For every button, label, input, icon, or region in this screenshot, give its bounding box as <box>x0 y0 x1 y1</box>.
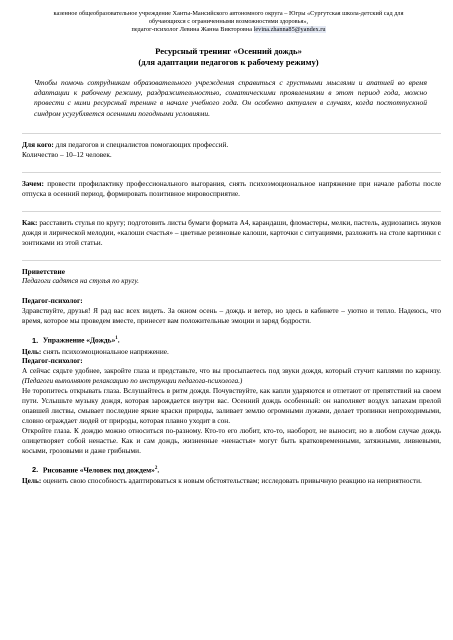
exercise-1-goal: снять психоэмоциональное напряжение. <box>41 346 169 356</box>
exercise-2-title: Рисование «Человек под дождем» <box>42 465 155 475</box>
header-line-2: обучающихся с ограниченными возможностями здоровья», <box>148 18 309 26</box>
document-subtitle: (для адаптации педагогов к рабочему режиму) <box>138 56 319 67</box>
exercise-1-instruction-note: (Педагоги выполняют релаксацию по инструкции педагога-психолога.) <box>22 376 243 386</box>
author-email-link[interactable]: levina.zhanna85@yandex.ru <box>253 26 326 34</box>
author-name: педагог-психолог Левина Жанна Викторовна <box>131 26 253 34</box>
exercise-2-goal: оценить свою способность адаптироваться к новым обстоятельствам; исследовать привычную реакцию на неприятности. <box>41 476 422 486</box>
exercise-1-title: Упражнение «Дождь» <box>42 335 116 345</box>
exercise-2-heading: 2. Рисование «Человек под дождем»$^2$. <box>32 465 160 475</box>
header-line-3 <box>22 26 435 34</box>
exercise-1-heading: 1. Упражнение «Дождь»$^1$. <box>32 335 120 345</box>
greeting-note: Педагоги садятся на стулья по кругу. <box>22 276 139 286</box>
exercise-1-instruction: А сейчас сядьте удобнее, закройте глаза и представьте, что вы просыпаетесь под звуки дождя, который стучит каплями по карнизу. <box>22 366 441 376</box>
intro-paragraph: Чтобы помочь сотрудникам образовательного учреждения справиться с грустными мыслями и апатией во время адаптации к рабочему режиму, раздражительностью, соматическими проявлениями в этот период года, можно провести с ними ресурсный тренинг в начале учебного года. Он особенно актуален в случаях, когда постотпускной синдром усугубляется осенними погодными условиями. <box>34 77 427 118</box>
purpose-label: Зачем: <box>22 179 44 189</box>
how-section <box>22 211 441 248</box>
psychologist-label: Педагог-психолог: <box>22 296 83 306</box>
purpose-text: провести профилактику профессионального выгорания, снять психоэмоциональное напряжение при начале работы после отпуска в осенний период, формировать позитивное мировосприятие. <box>22 179 441 198</box>
how-text: расставить стулья по кругу; подготовить листы бумаги формата А4, карандаши, фломастеры, мелки, пастель, аудиозапись звуков дождя и лирической мелодии, «калоши счастья» – цветные резиновые калоши, карточки с ситуациями, разложить на столе картинки с зонтиками из этой статьи. <box>22 217 441 247</box>
exercise-1-paragraph-3: Откройте глаза. К дождю можно относиться по-разному. Кто-то его любит, кто-то, наоборот, не выносит, но в любом случае дождь олицетворяет собой ненастье. Как и сам дождь, жизненные «ненастья» могут быть кратковременными, затяжными, ливневыми, косыми, грозовыми и даже грибными. <box>22 425 441 455</box>
exercise-1-goal-label: Цель: <box>22 346 42 356</box>
document-title: Ресурсный тренинг «Осенний дождь» <box>155 45 302 56</box>
exercise-2-goal-label: Цель: <box>22 476 42 486</box>
exercise-2-number: 2. <box>32 465 39 475</box>
exercise-1-psychologist-label: Педагог-психолог: <box>22 356 83 366</box>
participant-count: Количество – 10–12 человек. <box>22 150 112 160</box>
exercise-1-paragraph-2: Не торопитесь открывать глаза. Вслушайтесь в ритм дождя. Почувствуйте, как капли ударяются и отлетают от препятствий на своем пути. Услышьте музыку дождя, которая зарождается внутри вас. Осенний дождь особенный: он наполняет воздух запахам прелой опавшей листвы, смывает последние яркие краски природы, заливает землю огромными лужами, делает тропинки непроходимыми, словно ограждает людей от природы, которая плавно уходит в сон. <box>22 386 441 425</box>
for-whom-section <box>22 133 441 160</box>
psychologist-greeting-text: Здравствуйте, друзья! Я рад вас всех видеть. За окном осень – дождь и ветер, но здесь в кабинете – уютно и тепло. Надеюсь, что время, которое мы проведем вместе, принесет вам положительные эмоции и заряд бодрости. <box>22 306 441 326</box>
institution-header <box>22 10 435 35</box>
footnote-ref-2[interactable]: 2 <box>154 465 158 471</box>
greeting-section <box>22 260 441 486</box>
header-line-1: казенное общеобразовательное учреждение Ханты-Мансийского автономного округа – Югры «Сургутская школа-детский сад для <box>53 10 404 17</box>
for-whom-text: для педагогов и специалистов помогающих профессий. <box>53 140 229 150</box>
exercise-1-number: 1. <box>32 335 39 345</box>
purpose-section <box>22 172 441 199</box>
how-label: Как: <box>22 217 38 227</box>
for-whom-label: Для кого: <box>22 140 54 150</box>
greeting-title: Приветствие <box>22 266 65 276</box>
footnote-ref-1[interactable]: 1 <box>115 336 118 342</box>
